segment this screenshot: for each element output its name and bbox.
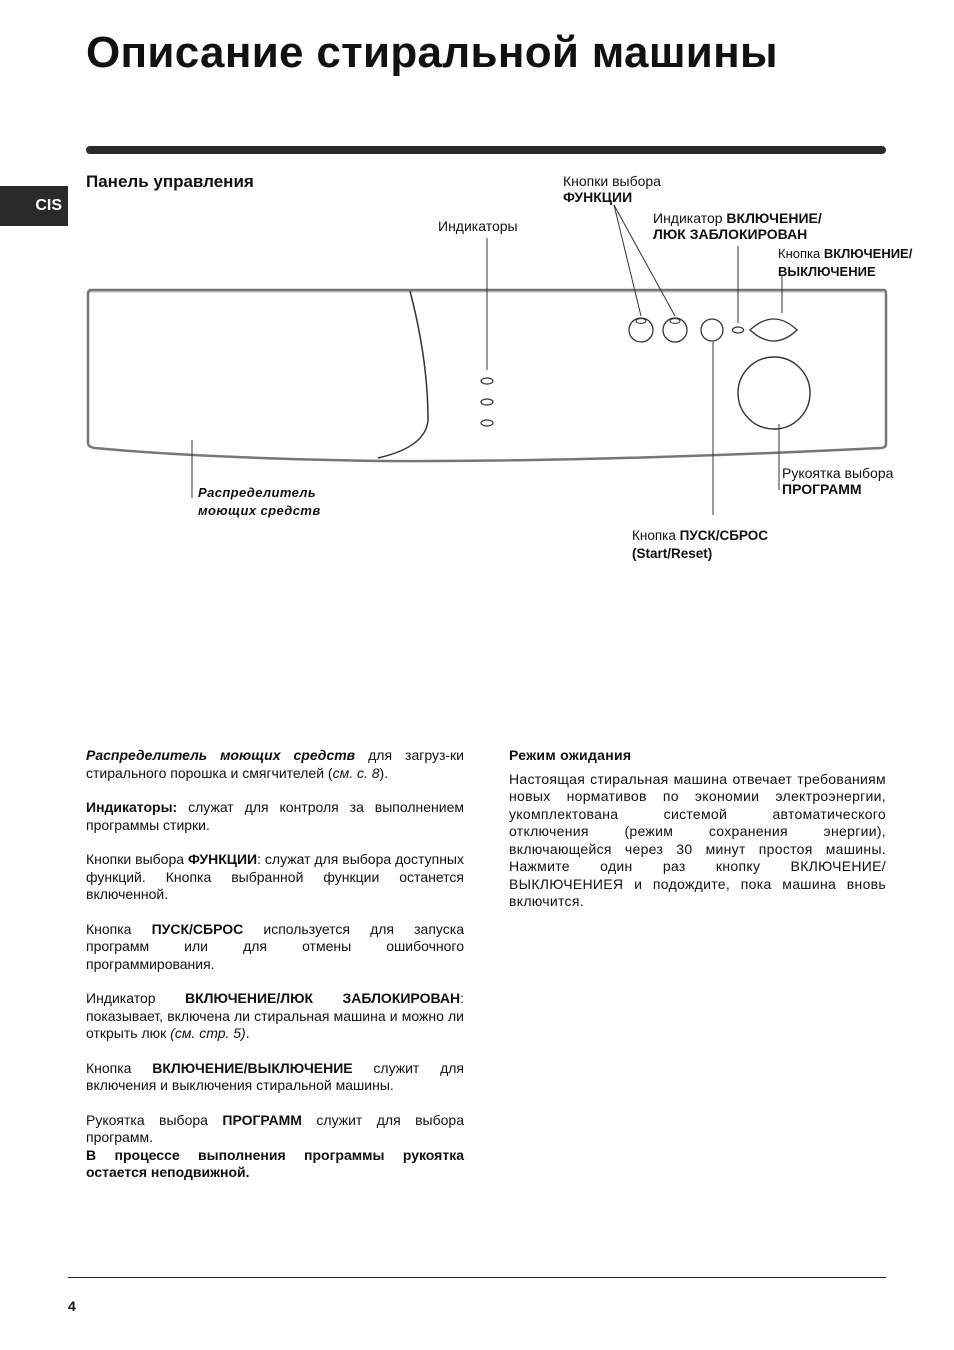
paragraph-function-buttons: Кнопки выбора ФУНКЦИИ: служат для выбора доступных функций. Кнопка выбранной функции останется включенной.	[86, 851, 464, 902]
function-button-1	[629, 318, 653, 342]
paragraph-power-indicator: Индикатор ВКЛЮЧЕНИЕ/ЛЮК ЗАБЛОКИРОВАН: показывает, включена ли стиральная машина и можно ли открыть люк (см. стр. 5).	[86, 990, 464, 1041]
indicator-lamp-3	[481, 420, 493, 426]
power-door-indicator	[733, 327, 744, 333]
function-button-2	[663, 318, 687, 342]
language-tab: CIS	[0, 186, 68, 226]
label-indicators: Индикаторы	[438, 218, 518, 234]
indicator-lamp-2	[481, 399, 493, 405]
section-title: Панель управления	[86, 172, 254, 191]
indicator-lamp-1	[481, 378, 493, 384]
start-reset-button	[701, 319, 723, 341]
control-panel-diagram	[0, 0, 954, 600]
program-knob	[738, 357, 810, 429]
label-power-indicator: Индикатор ВКЛЮЧЕНИЕ/ ЛЮК ЗАБЛОКИРОВАН	[653, 210, 822, 242]
paragraph-power-button: Кнопка ВКЛЮЧЕНИЕ/ВЫКЛЮЧЕНИЕ служит для включения и выключения стиральной машины.	[86, 1059, 464, 1093]
paragraph-indicators: Индикаторы: служат для контроля за выполнением программы стирки.	[86, 799, 464, 833]
label-detergent-dispenser: Распределитель моющих средств	[198, 485, 321, 518]
label-power-button: Кнопка ВКЛЮЧЕНИЕ/ ВЫКЛЮЧЕНИЕ	[778, 246, 913, 279]
paragraph-dispenser: Распределитель моющих средств для загруз-ки стирального порошка и смягчителей (см. с. 8).	[86, 747, 464, 781]
paragraph-program-knob: Рукоятка выбора ПРОГРАММ служит для выбора программ. В процессе выполнения программы рукоятка остается неподвижной.	[86, 1111, 464, 1180]
label-start-reset: Кнопка ПУСК/СБРОС (Start/Reset)	[632, 528, 768, 561]
page-number: 4	[68, 1298, 76, 1314]
right-column	[509, 747, 886, 928]
page-title: Описание стиральной машины	[86, 28, 778, 77]
label-program-knob: Рукоятка выбора ПРОГРАММ	[782, 465, 894, 497]
paragraph-start-reset: Кнопка ПУСК/СБРОС используется для запуска программ или для отмены ошибочного программирования.	[86, 920, 464, 972]
standby-text: Настоящая стиральная машина отвечает требованиям новых нормативов по экономии электроэнергии, укомплектована системой автоматического отключения (режим сохранения энергии), включающейся через 30 минут простоя машины. Нажмите один раз кнопку ВКЛЮЧЕНИЕ/ВЫКЛЮЧЕНИЕЯ и подождите, пока машина вновь включится.	[509, 770, 886, 909]
dispenser-drawer-edge	[378, 291, 428, 458]
label-function-buttons: Кнопки выбора ФУНКЦИИ	[563, 173, 661, 205]
footer-rule	[68, 1277, 886, 1278]
left-column	[86, 747, 464, 1182]
power-button	[750, 319, 797, 341]
standby-heading: Режим ожидания	[509, 747, 632, 763]
